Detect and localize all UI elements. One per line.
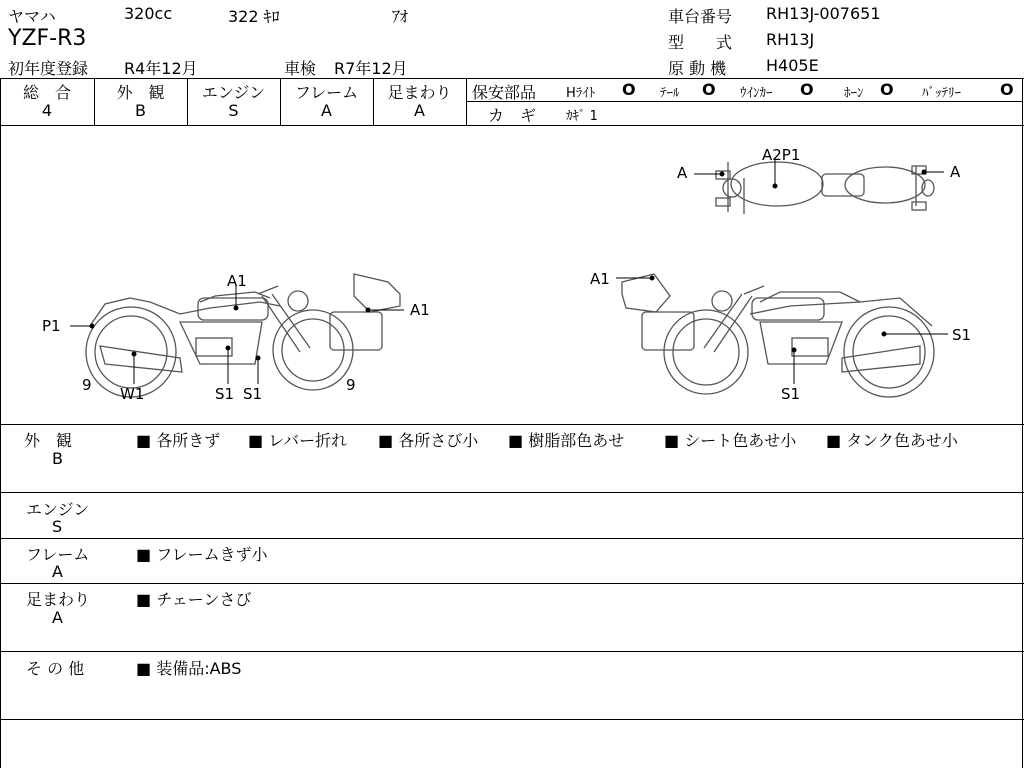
damage-label-left-tank: A1 [227,272,247,290]
callout-lines [70,160,948,384]
note-grade-suspension: A [52,608,63,627]
damage-label-top-tank: A2P1 [762,146,801,164]
inspection-value: R7年12月 [334,59,408,78]
safety-mark-horn: O [880,80,894,99]
safety-mark-tail: O [702,80,716,99]
divider [0,651,1024,652]
divider [0,424,1024,425]
note-label-suspension: 足まわり [26,590,91,609]
motorcycle-top-view [716,162,934,214]
damage-label-top-front: A [677,164,688,182]
safety-mark-headlight: O [622,80,636,99]
safety-item-tail: ﾃｰﾙ [660,86,680,101]
safety-label: 保安部品 [472,83,537,102]
first-reg-label: 初年度登録 [8,59,89,78]
note-grade-engine: S [52,517,63,536]
damage-label-right-engine: S1 [781,385,801,403]
color: ｱｵ [392,7,409,26]
first-reg-value: R4年12月 [124,59,198,78]
model-name: YZF-R3 [8,26,87,51]
safety-item-battery: ﾊﾞｯﾃﾘｰ [922,86,961,101]
motorcycle-drawings [0,126,1024,424]
divider [0,492,1024,493]
safety-item-horn: ﾎｰﾝ [844,86,864,101]
frame-no-value: RH13J-007651 [766,4,881,23]
note-item: ■ 各所さび小 [378,431,479,450]
divider [0,583,1024,584]
note-item: ■ シート色あせ小 [664,431,797,450]
grade-value-frame: A [321,101,332,120]
note-label-frame: フレーム [26,545,90,564]
safety-mark-winker: O [800,80,814,99]
safety-item-winker: ｳｲﾝｶｰ [740,86,773,101]
note-label-exterior: 外 観 [24,431,73,450]
motorcycle-right-view [622,274,934,397]
divider [0,719,1024,720]
note-item: ■ 樹脂部色あせ [508,431,625,450]
note-label-other: そ の 他 [26,659,85,678]
type-value: RH13J [766,30,815,49]
safety-item-headlight: Hﾗｲﾄ [566,86,596,101]
note-grade-exterior: B [52,449,63,468]
damage-label-left-rear: P1 [42,317,61,335]
grade-value-engine: S [228,101,239,120]
note-grade-frame: A [52,562,63,581]
damage-label-top-rear: A [950,163,961,181]
damage-label-left-engine: S1 [215,385,235,403]
grade-header-exterior: 外 観 [116,83,165,102]
frame-no-label: 車台番号 [668,7,733,26]
maker: ヤマハ [8,7,56,26]
odometer: 322 ｷﾛ [228,7,280,26]
key-value: ｶｷﾞ 1 [566,109,598,124]
grade-header-suspension: 足まわり [387,83,452,102]
damage-label-left-rear-wheel: 9 [82,376,92,394]
grade-value-total: 4 [41,101,53,120]
key-label: カ ギ [488,106,537,125]
safety-mark-battery: O [1000,80,1014,99]
damage-label-left-frame: S1 [243,385,263,403]
grade-header-total: 総 合 [22,83,71,102]
note-label-engine: エンジン [26,500,90,519]
grade-header-frame: フレーム [294,83,359,102]
type-label: 型 式 [668,33,733,52]
note-item: ■ 各所きず [136,431,221,450]
damage-label-right-rear: S1 [952,326,972,344]
divider [0,78,1024,79]
damage-diagram [0,126,1024,424]
displacement: 320cc [124,4,173,23]
divider [466,101,1022,102]
damage-label-left-muffler: W1 [120,385,145,403]
divider [0,538,1024,539]
note-item: ■ フレームきず小 [136,545,268,564]
grade-value-exterior: B [135,101,146,120]
grade-value-suspension: A [414,101,425,120]
damage-label-left-cowl: A1 [410,301,430,319]
note-item: ■ レバー折れ [248,431,348,450]
note-item: ■ チェーンさび [136,590,252,609]
note-item: ■ タンク色あせ小 [826,431,958,450]
grade-header-engine: エンジン [201,83,266,102]
engine-label: 原 動 機 [668,59,727,78]
damage-label-right-cowl: A1 [590,270,610,288]
inspection-label: 車検 [284,59,317,78]
engine-value: H405E [766,56,819,75]
damage-label-left-front-wheel: 9 [346,376,356,394]
note-item: ■ 装備品:ABS [136,659,242,678]
